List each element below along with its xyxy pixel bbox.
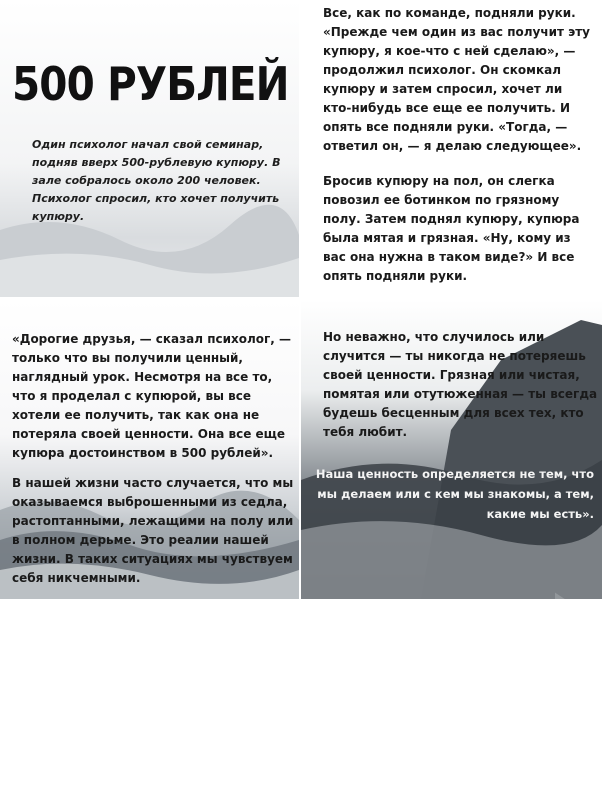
panel-story xyxy=(301,0,602,297)
intro-text: Один психолог начал свой семинар, подняв вверх 500-рублевую купюру. В зале собралось около 200 человек. Психолог спросил, кто хочет получить купюру. xyxy=(32,138,281,223)
quote-text: Наша ценность определяется не тем, что мы делаем или с кем мы знакомы, а тем, какие мы есть». xyxy=(315,467,594,521)
story-paragraph-1: Все, как по команде, подняли руки. «Прежде чем один из вас получит эту купюру, я кое-что с ней сделаю», — продолжил психолог. Он скомкал купюру и затем спросил, хочет ли кто-нибудь все еще ее получить. И опять все подняли руки. «Тогда, — ответил он, — я делаю следующее». xyxy=(323,6,591,153)
lesson-paragraph-1: «Дорогие друзья, — сказал психолог, — только что вы получили ценный, наглядный урок. Несмотря на все то, что я проделал с купюрой, вы все хотели ее получить, так как она не потеряла своей ценности. Она все еще купюра достоинством в 500 рублей». xyxy=(12,332,292,460)
watermark-text: MONEY xyxy=(547,587,598,797)
story-paragraph-2: Бросив купюру на пол, он слегка повозил ее ботинком по грязному полу. Затем поднял купюру, купюра была мятая и грязная. «Ну, кому из вас она нужна в таком виде?» И все опять подняли руки. xyxy=(323,174,580,283)
page-title: 500 РУБЛЕЙ xyxy=(12,57,289,111)
lesson-paragraph-2: В нашей жизни часто случается, что мы оказываемся выброшенными из седла, растоптанными, лежащими на полу или в полном дерьме. Это реалии нашей жизни. В таких ситуациях мы чувствуем себя никчемными. xyxy=(12,476,294,585)
conclusion-paragraph: Но неважно, что случилось или случится — ты никогда не потеряешь своей ценности. Грязная или чистая, помятая или отутюженная — ты всегда будешь бесценным для всех тех, кто тебя любит. xyxy=(323,330,598,439)
panel-conclusion xyxy=(301,300,602,797)
panel-title xyxy=(0,0,299,297)
panel-lesson xyxy=(0,300,299,599)
